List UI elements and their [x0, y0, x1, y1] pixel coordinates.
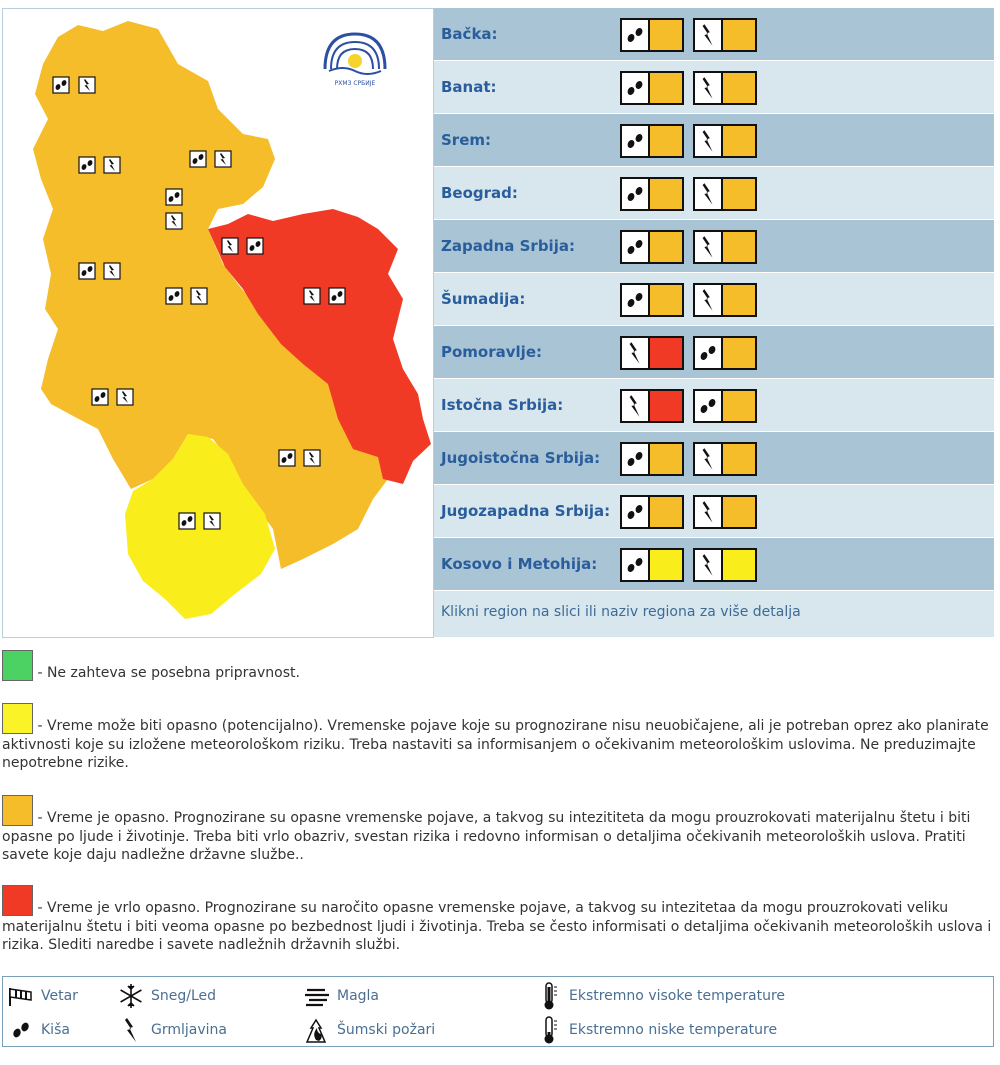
warning-level-color	[723, 179, 755, 209]
region-row[interactable]	[434, 167, 994, 220]
thunder-icon	[622, 391, 650, 421]
region-row[interactable]	[434, 326, 994, 379]
map-thunder-icon	[204, 513, 220, 529]
warning-level-color	[650, 391, 682, 421]
region-name-link[interactable]: Jugozapadna Srbija:	[441, 502, 611, 520]
legend-green	[2, 650, 996, 683]
thunder-icon	[695, 285, 723, 315]
warning-level-color	[650, 285, 682, 315]
warning-indicator	[693, 124, 757, 158]
warning-level-color	[650, 232, 682, 262]
region-name-link[interactable]: Beograd:	[441, 184, 518, 202]
hint-text: Klikni region na slici ili naziv regiona za više detalja	[441, 604, 801, 620]
region-name-link[interactable]: Bačka:	[441, 25, 498, 43]
map-rain-icon	[166, 288, 182, 304]
region-row[interactable]	[434, 432, 994, 485]
symbol-low-temp: Ekstremno niske temperature	[535, 1016, 777, 1044]
map-rain-icon	[79, 263, 95, 279]
map-rain-icon	[92, 389, 108, 405]
serbia-warning-map[interactable]	[2, 8, 434, 638]
region-table	[434, 8, 994, 637]
warning-indicator	[620, 124, 684, 158]
thunder-icon	[695, 232, 723, 262]
map-rain-icon	[179, 513, 195, 529]
map-rain-icon	[166, 189, 182, 205]
thunder-icon	[117, 1016, 145, 1044]
warning-level-color	[723, 73, 755, 103]
rain-icon	[622, 444, 650, 474]
warning-indicator	[620, 336, 684, 370]
thunder-icon	[695, 550, 723, 580]
green-swatch	[2, 650, 33, 681]
hint-row	[434, 591, 994, 637]
legend-green-text: - Ne zahteva se posebna pripravnost.	[33, 665, 300, 681]
warning-level-color	[723, 285, 755, 315]
warning-level-color	[723, 550, 755, 580]
rhmz-logo	[325, 34, 385, 87]
rain-icon	[622, 285, 650, 315]
symbol-legend-table	[2, 976, 994, 1047]
map-rain-icon	[190, 151, 206, 167]
map-thunder-icon	[104, 263, 120, 279]
legend-orange	[2, 795, 996, 865]
legend-yellow	[2, 703, 996, 773]
map-thunder-icon	[304, 288, 320, 304]
warning-indicator	[620, 442, 684, 476]
map-thunder-icon	[215, 151, 231, 167]
warning-level-color	[650, 179, 682, 209]
warning-level-color	[650, 497, 682, 527]
warning-level-color	[723, 497, 755, 527]
warning-indicator	[693, 336, 757, 370]
warning-indicator	[693, 442, 757, 476]
map-thunder-icon	[117, 389, 133, 405]
warning-level-color	[723, 338, 755, 368]
thunder-icon	[695, 497, 723, 527]
rain-icon	[622, 126, 650, 156]
rain-icon	[622, 20, 650, 50]
warning-indicator	[693, 389, 757, 423]
warning-indicator	[620, 18, 684, 52]
warning-indicator	[693, 283, 757, 317]
yellow-swatch	[2, 703, 33, 734]
map-rain-icon	[247, 238, 263, 254]
region-name-link[interactable]: Srem:	[441, 131, 492, 149]
region-name-link[interactable]: Šumadija:	[441, 290, 526, 308]
warning-indicator	[693, 230, 757, 264]
region-name-link[interactable]: Istočna Srbija:	[441, 396, 564, 414]
rain-icon	[622, 73, 650, 103]
thunder-icon	[695, 126, 723, 156]
warning-level-color	[650, 338, 682, 368]
warning-indicator	[693, 548, 757, 582]
map-rain-icon	[279, 450, 295, 466]
legend-red	[2, 885, 996, 955]
region-name-link[interactable]: Jugoistočna Srbija:	[441, 449, 601, 467]
warning-level-color	[650, 550, 682, 580]
region-row[interactable]	[434, 273, 994, 326]
region-row[interactable]	[434, 538, 994, 591]
rain-icon	[622, 550, 650, 580]
warning-indicator	[620, 177, 684, 211]
legend-yellow-text: - Vreme može biti opasno (potencijalno). Vremenske pojave koje su prognozirane nisu neuobičajene, ali je potreban oprez ako planirate aktivnosti koje su izložene meteorološkom riziku. Treba nastaviti sa informisanjem o očekivanim meteorološkim uslovima. Ne preduzimajte nepotrebne rizike.	[2, 718, 989, 771]
warning-indicator	[620, 495, 684, 529]
warning-level-color	[650, 444, 682, 474]
thunder-icon	[622, 338, 650, 368]
symbol-high-temp: Ekstremno visoke temperature	[535, 982, 785, 1010]
map-rain-icon	[329, 288, 345, 304]
orange-swatch	[2, 795, 33, 826]
warning-indicator	[620, 230, 684, 264]
fog-icon	[303, 982, 331, 1010]
rain-icon	[622, 179, 650, 209]
warning-level-color	[723, 20, 755, 50]
symbol-wind: Vetar	[7, 982, 78, 1010]
map-thunder-icon	[79, 77, 95, 93]
warning-level-color	[723, 232, 755, 262]
region-row[interactable]	[434, 114, 994, 167]
warning-indicator	[693, 71, 757, 105]
region-row[interactable]	[434, 220, 994, 273]
thunder-icon	[695, 179, 723, 209]
warning-level-color	[650, 126, 682, 156]
warning-indicator	[693, 177, 757, 211]
region-name-link[interactable]: Kosovo i Metohija:	[441, 555, 598, 573]
warning-indicator	[620, 548, 684, 582]
wind-icon	[7, 982, 35, 1010]
region-row[interactable]	[434, 61, 994, 114]
map-rain-icon	[53, 77, 69, 93]
map-thunder-icon	[104, 157, 120, 173]
warning-indicator	[620, 389, 684, 423]
symbol-snow: Sneg/Led	[117, 982, 216, 1010]
warning-level-color	[650, 20, 682, 50]
rain-icon	[695, 338, 723, 368]
map-thunder-icon	[166, 213, 182, 229]
warning-indicator	[620, 71, 684, 105]
warning-indicator	[693, 495, 757, 529]
region-row[interactable]	[434, 379, 994, 432]
red-swatch	[2, 885, 33, 916]
map-thunder-icon	[191, 288, 207, 304]
thunder-icon	[695, 444, 723, 474]
logo-text: РХМЗ СРБИЈЕ	[334, 80, 376, 87]
warning-level-color	[723, 126, 755, 156]
rain-icon	[7, 1016, 35, 1044]
warning-level-color	[723, 444, 755, 474]
forest-fire-icon	[303, 1016, 331, 1044]
map-thunder-icon	[222, 238, 238, 254]
warning-indicator	[693, 18, 757, 52]
warning-level-color	[650, 73, 682, 103]
thermometer-low-icon	[535, 1016, 563, 1044]
symbol-thunder: Grmljavina	[117, 1016, 227, 1044]
map-thunder-icon	[304, 450, 320, 466]
symbol-rain: Kiša	[7, 1016, 70, 1044]
legend-red-text: - Vreme je vrlo opasno. Prognozirane su naročito opasne vremenske pojave, a takvog su intezitetaa da mogu prouzrokovati veliku materijalnu štetu i biti veoma opasne po bezbednost ljudi i životinja. Treba se često informisati o detaljima očekivanih meteoroloških uslova i rizika. Slediti naredbe i savete nadležnih državnih službi.	[2, 900, 992, 953]
region-name-link[interactable]: Pomoravlje:	[441, 343, 542, 361]
rain-icon	[622, 497, 650, 527]
rain-icon	[695, 391, 723, 421]
thermometer-high-icon	[535, 982, 563, 1010]
thunder-icon	[695, 73, 723, 103]
rain-icon	[622, 232, 650, 262]
snowflake-icon	[117, 982, 145, 1010]
region-name-link[interactable]: Banat:	[441, 78, 497, 96]
thunder-icon	[695, 20, 723, 50]
symbol-fog: Magla	[303, 982, 379, 1010]
legend-orange-text: - Vreme je opasno. Prognozirane su opasne vremenske pojave, a takvog su intezititeta da mogu prouzrokovati materijalnu štetu i biti opasne po ljude i životinje. Treba biti vrlo obazriv, svestan rizika i redovno informisan o detaljima očekivanih meteoroloških uslova. Pratiti savete koje daju nadležne državne službe..	[2, 810, 971, 863]
region-row[interactable]	[434, 8, 994, 61]
warning-level-color	[723, 391, 755, 421]
symbol-forest-fire: Šumski požari	[303, 1016, 435, 1044]
region-name-link[interactable]: Zapadna Srbija:	[441, 237, 575, 255]
map-rain-icon	[79, 157, 95, 173]
warning-indicator	[620, 283, 684, 317]
region-row[interactable]	[434, 485, 994, 538]
